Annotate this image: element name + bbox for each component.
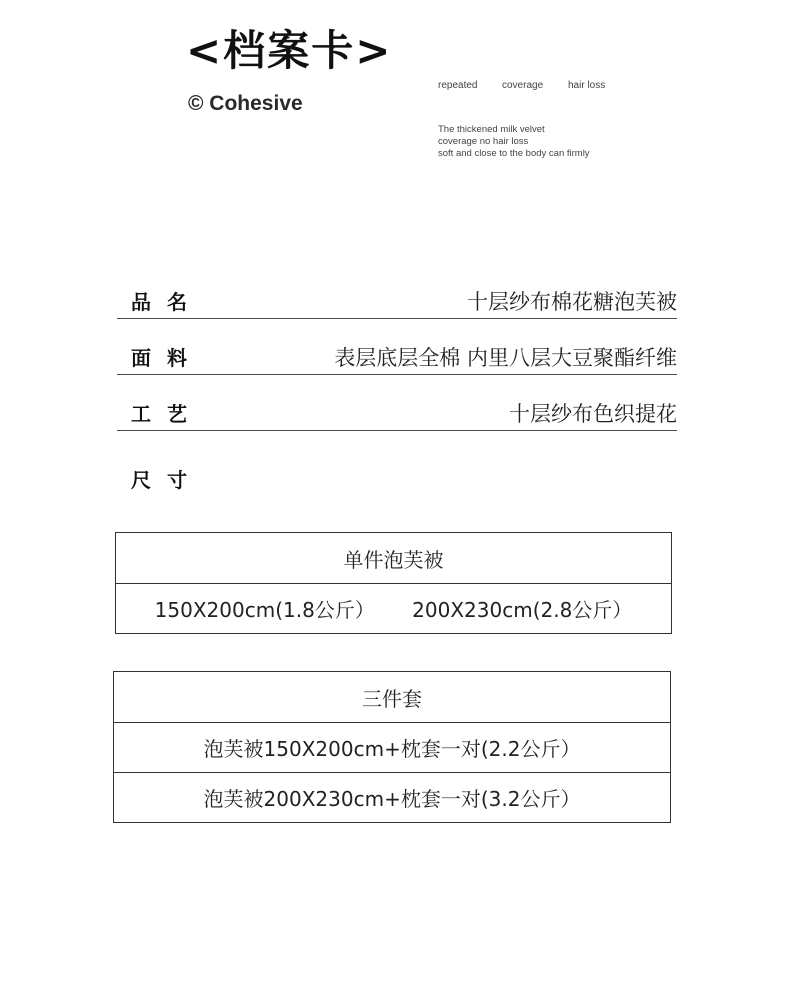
table-cell: 150X200cm(1.8公斤） [154,598,375,622]
info-row-product-name [117,286,677,319]
table-header: 单件泡芙被 [343,547,444,572]
three-piece-set-table [113,671,671,823]
info-value: 表层底层全棉 内里八层大豆聚酯纤维 [334,346,677,370]
info-label: 工艺 [131,402,203,426]
page-title: <档案卡> [186,26,393,75]
info-label: 品名 [131,290,203,314]
table-cell: 200X230cm(2.8公斤） [412,598,633,622]
brand-logo-text: © Cohesive [188,92,303,115]
description-line: The thickened milk velvet [438,124,545,135]
description-line: soft and close to the body can firmly [438,148,590,159]
info-value: 十层纱布棉花糖泡芙被 [467,290,677,314]
feature-description [438,124,590,160]
info-row-craft [117,398,677,431]
table-row: 泡芙被200X230cm+枕套一对(3.2公斤） [114,772,670,822]
description-line: coverage no hair loss [438,136,529,147]
table-row [116,583,671,633]
info-value: 十层纱布色织提花 [509,402,677,426]
info-row-fabric [117,342,677,375]
table-row: 泡芙被150X200cm+枕套一对(2.2公斤） [114,722,670,772]
tag-hair-loss: hair loss [568,80,606,91]
single-quilt-size-table [115,532,672,634]
table-header: 三件套 [362,686,422,711]
tag-coverage: coverage [502,80,544,91]
info-row-size [117,464,677,496]
tag-repeated: repeated [438,80,478,91]
info-label: 尺寸 [131,468,203,492]
info-label: 面料 [131,346,203,370]
